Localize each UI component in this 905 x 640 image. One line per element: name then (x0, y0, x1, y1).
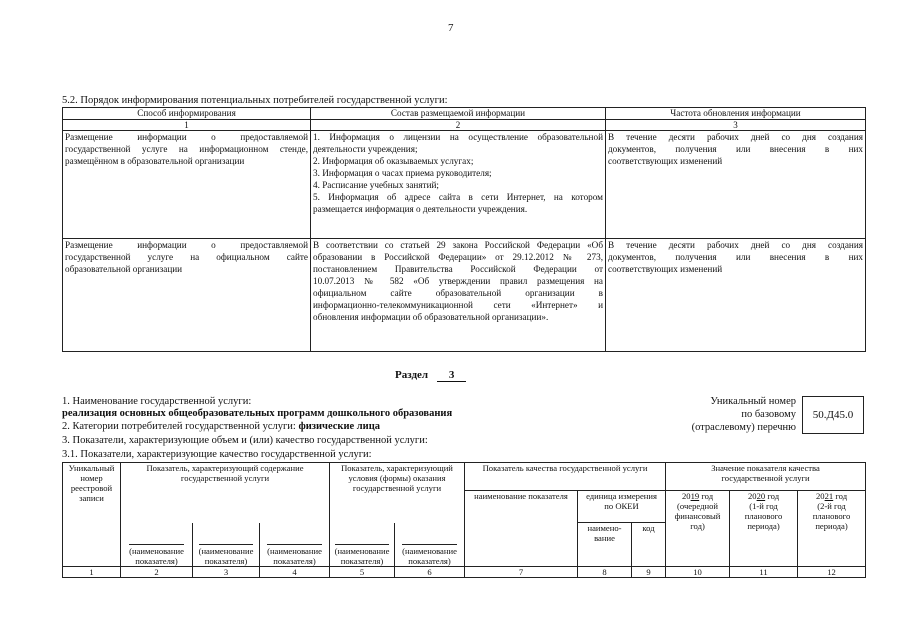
sub-name-text (335, 544, 390, 566)
unique-number-line: (отраслевому) перечню (691, 422, 796, 433)
content-line: 4. Расписание учебных занятий; (313, 180, 439, 190)
header-frequency: Частота обновления информации (606, 108, 866, 120)
frequency-line: соответствующих изменений (608, 156, 723, 166)
year-suffix: год (835, 491, 848, 501)
category-label: 2. Категории потребителей государственной услуги: (62, 421, 296, 432)
razdel-label: Раздел (395, 369, 429, 381)
sub-name-line: (наименование (267, 546, 322, 556)
content-cell (311, 239, 606, 352)
header-line: государственной услуги (180, 473, 270, 483)
razdel-heading (395, 369, 466, 382)
frequency-line: В течение десяти рабочих дней со дня создания (608, 132, 863, 142)
frequency-line: соответствующих изменений (608, 264, 723, 274)
sub-name-line: показателя) (135, 556, 178, 566)
header-line: вание (594, 533, 615, 543)
category-value: физические лица (298, 421, 381, 432)
header-quality: Показатель качества государственной услуги (465, 463, 666, 491)
header-line: Показатель, характеризующий (341, 463, 453, 473)
header-content: Состав размещаемой информации (311, 108, 606, 120)
content-line: информационно-телекоммуникационной сети «Интернет» и (313, 300, 603, 310)
sub-name-line: (наименование (129, 546, 184, 556)
col-number: 3 (193, 567, 260, 578)
service-name-value: реализация основных общеобразовательных программ дошкольного образования (62, 408, 453, 419)
year-prefix: 20 (681, 491, 691, 501)
year-desc: периода) (747, 521, 780, 531)
header-method: Способ информирования (63, 108, 311, 120)
year-suffix: год (701, 491, 714, 501)
sub-name-5 (330, 523, 395, 567)
content-line: деятельности учреждения; (313, 144, 418, 154)
sub-name-line: показателя) (273, 556, 316, 566)
informing-table (62, 107, 866, 352)
year-desc: планового (812, 511, 851, 521)
method-line: государственной услуге на официальном сайте (65, 252, 308, 262)
col-number: 3 (606, 120, 866, 131)
quality-label: 3.1. Показатели, характеризующие качество государственной услуги: (62, 449, 372, 460)
method-cell (63, 239, 311, 352)
method-cell (63, 131, 311, 239)
header-line: государственной услуги (721, 473, 810, 483)
sub-name-3 (193, 523, 260, 567)
col-number: 12 (798, 567, 866, 578)
sub-name-line: (наименование (402, 546, 457, 556)
header-line: реестровой (70, 483, 113, 493)
year-desc: планового (744, 511, 783, 521)
frequency-cell (606, 239, 866, 352)
sub-name-6 (395, 523, 465, 567)
sub-name-line: (наименование (334, 546, 390, 556)
col-number: 10 (666, 567, 730, 578)
content-line: 1. Информация о лицензии на осуществление образовательной (313, 132, 603, 142)
sub-name-text (267, 544, 322, 566)
year-line (667, 491, 728, 501)
col-number: 1 (63, 567, 121, 578)
table-row (63, 239, 866, 352)
col-number: 9 (632, 567, 666, 578)
header-unit-okei (578, 491, 666, 523)
col-number: 2 (121, 567, 193, 578)
header-line: по ОКЕИ (604, 501, 639, 511)
header-content (121, 463, 330, 523)
indicators-label: 3. Показатели, характеризующие объем и (или) качество государственной услуги: (62, 435, 428, 446)
section-5-2-title: 5.2. Порядок информирования потенциальных потребителей государственной услуги: (62, 95, 448, 106)
sub-name-text (402, 544, 457, 566)
year-desc: (2-й год (817, 501, 846, 511)
content-line: размещается информация о деятельности учреждения. (313, 204, 528, 214)
method-line: образовательной организации (65, 264, 183, 274)
year-line (799, 491, 864, 501)
frequency-line: документов, получения или внесения в них (608, 252, 863, 262)
header-value (666, 463, 866, 491)
content-line: 10.07.2013 № 582 «Об утверждении правил размещения на (313, 276, 603, 286)
frequency-cell (606, 131, 866, 239)
content-line: постановлением Правительства Российской Федерации от (313, 264, 603, 274)
content-line: В соответствии со статьей 29 закона Российской Федерации «Об (313, 240, 603, 250)
content-line: обновления информации об образовательной организации». (313, 312, 549, 322)
header-conditions (330, 463, 465, 523)
content-line: официальном сайте образовательной организации в (313, 288, 603, 298)
razdel-number: 3 (437, 369, 467, 382)
unique-code-box: 50.Д45.0 (802, 396, 864, 434)
col-number: 1 (63, 120, 311, 131)
frequency-line: документов, получения или внесения в них (608, 144, 863, 154)
sub-name-line: (наименование (198, 546, 254, 556)
header-line: записи (79, 493, 104, 503)
col-number: 8 (578, 567, 632, 578)
header-line: номер (80, 473, 103, 483)
header-line: единица измерения (586, 491, 657, 501)
year-desc: (1-й год (749, 501, 778, 511)
header-line: Значение показателя качества (711, 463, 820, 473)
content-line: 5. Информация об адресе сайта в сети Интернет, на котором (313, 192, 603, 202)
content-cell (311, 131, 606, 239)
method-line: государственной услуге на информационном стенде, (65, 144, 308, 154)
service-category (62, 421, 380, 432)
content-line: 3. Информация о часах приема руководителя; (313, 168, 492, 178)
col-number: 7 (465, 567, 578, 578)
year-suffix: год (767, 491, 780, 501)
sub-name-text (199, 544, 254, 566)
header-year-1 (666, 491, 730, 567)
header-line: Уникальный (68, 463, 115, 473)
year-desc: год) (690, 521, 705, 531)
col-number: 11 (730, 567, 798, 578)
header-year-2 (730, 491, 798, 567)
sub-name-line: показателя) (204, 556, 248, 566)
sub-name-4 (260, 523, 330, 567)
content-line: 2. Информация об оказываемых услугах; (313, 156, 474, 166)
header-unit-code: код (632, 523, 666, 567)
year-desc: (очередной (677, 501, 718, 511)
header-unit-name (578, 523, 632, 567)
header-line: наимено- (587, 523, 622, 533)
col-number: 5 (330, 567, 395, 578)
header-line: государственной услуги (352, 483, 442, 493)
year-prefix: 20 (816, 491, 825, 501)
header-line: условия (формы) оказания (348, 473, 446, 483)
col-number: 4 (260, 567, 330, 578)
method-line: размещённом в образовательной организации (65, 156, 245, 166)
header-line: Показатель, характеризующий содержание (146, 463, 304, 473)
method-line: Размещение информации о предоставляемой (65, 240, 308, 250)
header-unique (63, 463, 121, 567)
unique-number-line: Уникальный номер (710, 396, 796, 407)
quality-table (62, 462, 866, 578)
year-line (731, 491, 796, 501)
year-desc: периода) (815, 521, 848, 531)
method-line: Размещение информации о предоставляемой (65, 132, 308, 142)
page-number: 7 (448, 22, 454, 34)
year-value: 21 (824, 491, 834, 501)
year-prefix: 20 (747, 491, 757, 501)
header-year-3 (798, 491, 866, 567)
sub-name-text (129, 544, 184, 566)
table-row (63, 131, 866, 239)
year-desc: финансовый (674, 511, 721, 521)
unique-number-line: по базовому (741, 409, 796, 420)
year-value: 19 (690, 491, 700, 501)
sub-name-2 (121, 523, 193, 567)
year-value: 20 (756, 491, 766, 501)
service-name-label: 1. Наименование государственной услуги: (62, 396, 252, 407)
col-number: 2 (311, 120, 606, 131)
sub-name-line: показателя) (340, 556, 384, 566)
frequency-line: В течение десяти рабочих дней со дня создания (608, 240, 863, 250)
header-quality-name: наименование показателя (465, 491, 578, 567)
content-line: образовании в Российской Федерации» от 29.12.2012 № 273, (313, 252, 603, 262)
sub-name-line: показателя) (408, 556, 451, 566)
col-number: 6 (395, 567, 465, 578)
